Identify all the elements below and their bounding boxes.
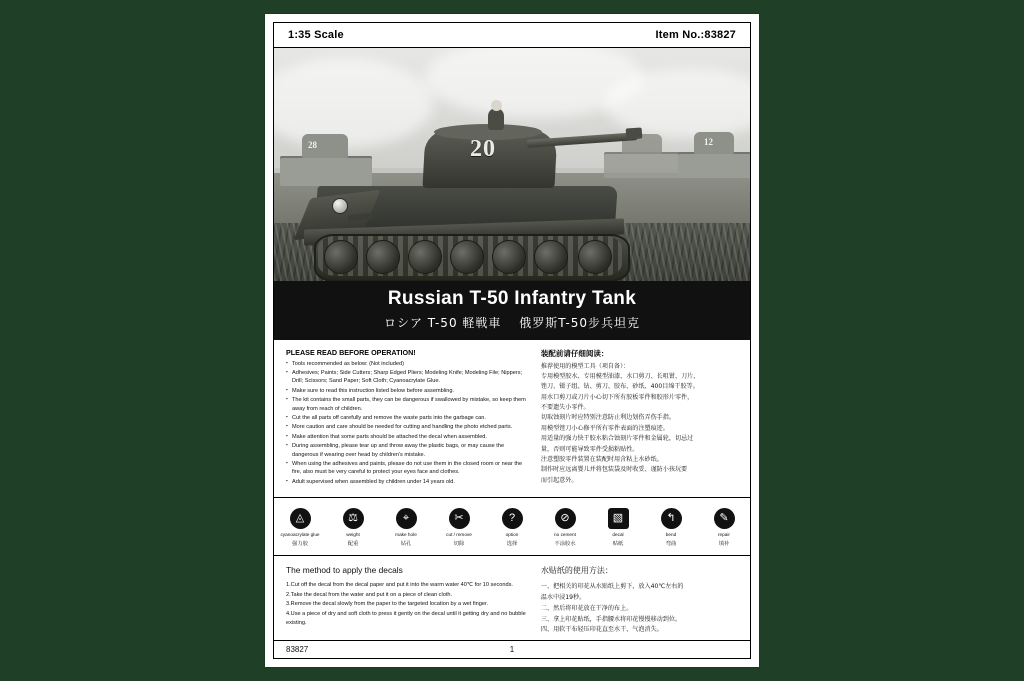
legend-label-en: repair: [718, 532, 730, 538]
decal-step: 1.Cut off the decal from the decal paper and put it into the warm water 40℃ for 10 seconds.: [286, 581, 513, 588]
cover-photo: [274, 48, 750, 280]
decal-step-cn: 温水中浸19秒。: [540, 593, 586, 601]
road-wheel: [534, 240, 568, 274]
decal-icon: ▧: [608, 508, 629, 529]
decal-step: 3.Remove the decal slowly from the paper to the targeted location by a wet finger.: [286, 601, 489, 608]
road-wheel: [450, 240, 484, 274]
legend-label-en: weight: [346, 532, 360, 538]
main-tank-number: 20: [470, 136, 496, 163]
option-icon: ?: [502, 508, 523, 529]
legend-label-en: cyanoacrylate glue: [280, 532, 320, 538]
instruction-item: ▪ When using the adhesives and paints, please do not use them in the closed room or near the fire, also must be very careful to protect your eyes face and clothes.: [286, 460, 527, 477]
scale-label: 1:35 Scale: [288, 29, 344, 42]
tank-crewman-body: [488, 108, 504, 130]
weight-icon: ⚖: [343, 508, 364, 529]
instruction-item-cn: 而引起意外。: [540, 476, 578, 484]
instructions-chinese-list: [541, 362, 738, 486]
instruction-item: ▪ Adult supervised when assembled by children under 14 years old.: [286, 478, 527, 486]
instruction-sheet-page: [265, 14, 759, 667]
instruction-item-cn: 专用模型胶水、专用模型油漆、水口剪刀、长咀钳、刀片、: [540, 372, 700, 380]
instruction-item-cn: 切取蚀刻片时应特别注意防止利边划伤弄伤手指。: [540, 414, 675, 422]
decal-method-title-en: The method to apply the decals: [286, 564, 403, 575]
background-tank-left: [280, 156, 372, 186]
legend-label-en: make hole: [395, 532, 417, 538]
legend-label-en: decal: [612, 532, 624, 538]
decal-step-cn: 三、拿上印花贴纸，手指腰水将印花慢慢移动到位。: [540, 615, 682, 623]
road-wheel: [366, 240, 400, 274]
legend-label-cn: 钻孔: [400, 540, 412, 547]
legend-item-cyanoacrylate-glue: [280, 508, 320, 547]
sheet-border: [273, 22, 751, 659]
legend-label-cn: 不涂胶水: [554, 540, 576, 547]
instruction-item: ▪ The kit contains the small parts, they can be dangerous if swallowed by mistake, so keep them away from reach of children.: [286, 396, 527, 413]
decal-step: 2.Take the decal from the water and put it on a piece of clean cloth.: [286, 591, 453, 598]
instruction-item-cn: 锉刀、镊子组、钻、剪刀、胶布、砂纸、400目绵干胶等。: [540, 383, 699, 391]
legend-label-cn: 切除: [453, 540, 465, 547]
product-title-cjk: ロシア T-50 軽戦車 俄罗斯T-50步兵坦克: [383, 315, 641, 330]
instructions-english-heading: PLEASE READ BEFORE OPERATION!: [286, 347, 416, 357]
decal-step-cn: 四、用软干布轻压印花直至水干，气泡消失。: [540, 626, 663, 634]
background-tank-mid: [604, 152, 682, 178]
bend-icon: ↰: [661, 508, 682, 529]
road-wheel: [578, 240, 612, 274]
decal-method-english-column: [286, 565, 527, 636]
instruction-item-cn: 量，否则可能导致零件受损粘贴性。: [540, 445, 639, 453]
instruction-item: ▪ Tools recommended as below: (Not included): [286, 360, 527, 368]
instruction-item-cn: 制作时应远离婴儿并将包装袋及时收妥、谨防小孩玩要: [540, 466, 688, 474]
item-number-label: Item No.:83827: [655, 29, 736, 42]
legend-item-bend: [651, 508, 691, 547]
cyanoacrylate-glue-icon: ◬: [290, 508, 311, 529]
decal-method-section: [274, 556, 750, 640]
decal-step: 4.Use a piece of dry and soft cloth to press it gently on the decal until it getting dry and no bubble existing.: [286, 610, 526, 626]
instruction-item-cn: 用水口剪刀或刀片小心切下所有胶板零件和胶形片零件，: [540, 393, 694, 401]
legend-label-en: no cement: [554, 532, 576, 538]
sheet-footer: [274, 640, 750, 658]
instruction-item-cn: 用模型锉刀小心修平所有零件表面的注塑痕迹。: [540, 424, 669, 432]
sheet-header: [274, 23, 750, 48]
legend-item-cut-remove: [439, 508, 479, 547]
instruction-item-cn: 推荐使用的模型工具（项自备）：: [540, 362, 630, 370]
main-tank-muzzle: [626, 128, 643, 140]
instructions-chinese-column: [541, 348, 738, 487]
legend-item-weight: [333, 508, 373, 547]
symbol-legend: [274, 498, 750, 556]
background-tank-number: 12: [704, 137, 713, 148]
instruction-item: ▪ More caution and care should be needed for cutting and handling the photo etched parts.: [286, 423, 527, 431]
no-cement-icon: ⊘: [555, 508, 576, 529]
repair-icon: ✎: [714, 508, 735, 529]
road-wheel: [408, 240, 442, 274]
cut-remove-icon: ✂: [449, 508, 470, 529]
instruction-item-cn: 用适量的强力快干胶水粘合蚀刻片零件和金属轮，切忌过: [540, 435, 694, 443]
decal-steps-en: [286, 581, 527, 627]
background-tank-right-turret: [694, 132, 734, 154]
instruction-item: ▪ Make sure to read this instruction listed below before assembling.: [286, 387, 527, 395]
instruction-item: ▪ During assembling, please tear up and throw away the plastic bags, or may cause the dangerous if wearing over head by children's mistake.: [286, 442, 527, 459]
legend-item-no-cement: [545, 508, 585, 547]
instruction-item: ▪ Cut the all parts off carefully and remove the waste parts into the garbage can.: [286, 414, 527, 422]
legend-item-decal: [598, 508, 638, 547]
legend-item-repair: [704, 508, 744, 547]
decal-method-chinese-column: [541, 565, 738, 636]
background-tank-right: [678, 152, 750, 178]
footer-item-number: 83827: [286, 645, 309, 655]
instructions-english-list: [286, 360, 527, 486]
title-band: [274, 281, 750, 340]
legend-label-en: cut / remove: [446, 532, 472, 538]
background-tank-number: 28: [308, 140, 317, 151]
instructions-english-column: [286, 348, 527, 487]
legend-label-en: option: [505, 532, 519, 538]
decal-step-cn: 一、把相关的印花从水贴纸上剪下，放入40℃左右的: [540, 582, 684, 590]
road-wheel: [492, 240, 526, 274]
decal-step-cn: 二、然后将印花放在干净的布上。: [540, 604, 633, 612]
instructions-chinese-heading: 装配前请仔细阅读：: [540, 348, 609, 358]
instruction-item-cn: 不要遗失小零件。: [540, 404, 590, 412]
legend-label-en: bend: [665, 532, 677, 538]
page-number: 1: [509, 645, 515, 655]
legend-label-cn: 强力胶: [292, 540, 308, 547]
make-hole-icon: ⌖: [396, 508, 417, 529]
legend-label-cn: 填补: [718, 540, 730, 547]
instruction-item-cn: 注意塑胶零件装置在装配时用含粘上水砂纸。: [540, 455, 663, 463]
instructions-section: [274, 340, 750, 498]
legend-label-cn: 弯曲: [665, 540, 677, 547]
legend-item-make-hole: [386, 508, 426, 547]
road-wheel: [324, 240, 358, 274]
legend-item-option: [492, 508, 532, 547]
decal-method-title-cn: 水贴纸的使用方法：: [540, 565, 613, 575]
product-title-english: Russian T-50 Infantry Tank: [387, 287, 637, 309]
decal-steps-cn: [541, 582, 738, 635]
legend-label-cn: 贴纸: [612, 540, 624, 547]
instruction-item: ▪ Adhesives; Paints; Side Cutters; Sharp Edged Pliers; Modeling Knife; Modeling File; Nippers; Drill; Scissors; Sand Paper; Soft Cloth; Cyanoacrylate Glue.: [286, 369, 527, 386]
instruction-item: ▪ Make attention that some parts should be attached the decal when assembled.: [286, 433, 527, 441]
legend-label-cn: 配重: [347, 540, 359, 547]
legend-label-cn: 选择: [506, 540, 518, 547]
